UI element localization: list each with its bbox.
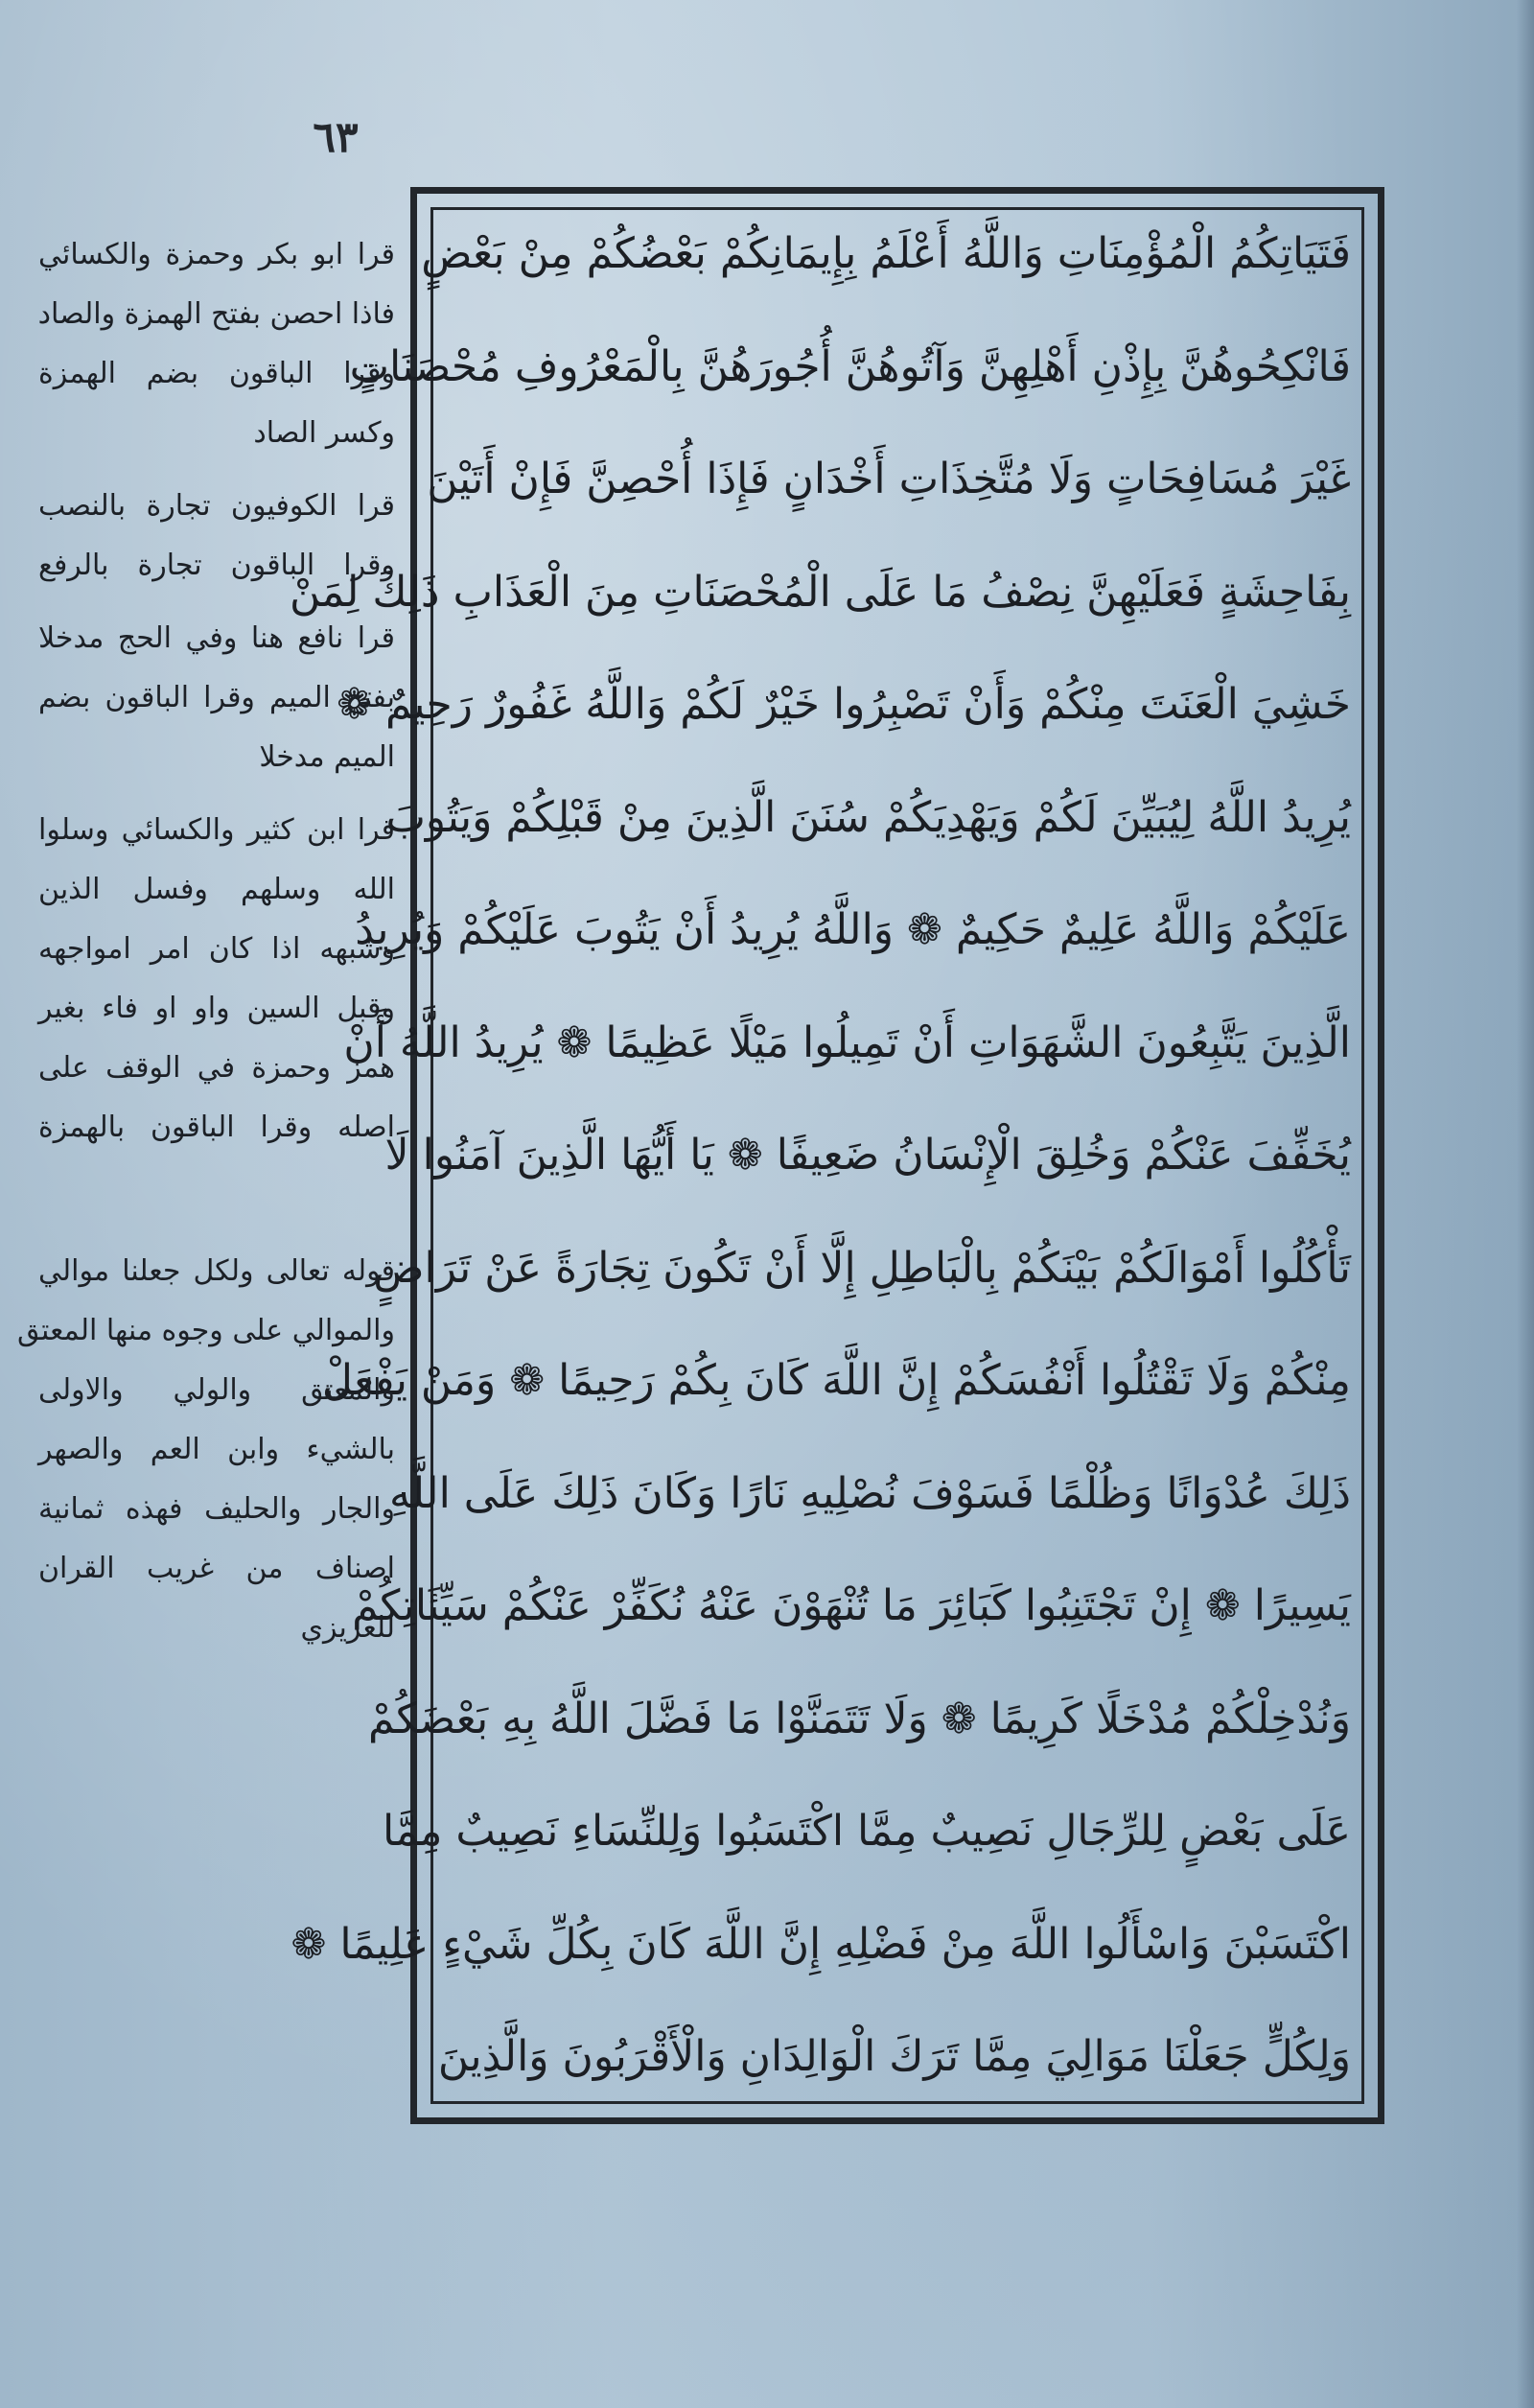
- text-line: عَلَيْكُمْ وَاللَّهُ عَلِيمٌ حَكِيمٌ ❁ وَاللَّهُ يُرِيدُ أَنْ يَتُوبَ عَلَيْكُمْ وَيُرِيدُ: [355, 905, 1351, 954]
- page-edge-shadow: [1517, 0, 1534, 2408]
- margin-note-line: فاذا احصن بفتح الهمزة والصاد: [37, 297, 395, 331]
- margin-note-line: وقبل السين واو او فاء بغير: [38, 992, 395, 1025]
- margin-note-line: بالشيء وابن العم والصهر: [38, 1433, 395, 1466]
- margin-commentary: [17, 225, 395, 1672]
- margin-note: [38, 477, 395, 596]
- text-line: فَانْكِحُوهُنَّ بِإِذْنِ أَهْلِهِنَّ وَآتُوهُنَّ أُجُورَهُنَّ بِالْمَعْرُوفِ مُحْصَنَاتٍ: [349, 341, 1351, 391]
- margin-note-line: والجار والحليف فهذه ثمانية: [38, 1492, 395, 1526]
- margin-note: [38, 609, 395, 787]
- text-line: الَّذِينَ يَتَّبِعُونَ الشَّهَوَاتِ أَنْ تَمِيلُوا مَيْلًا عَظِيمًا ❁ يُرِيدُ اللَّهُ أَنْ: [343, 1017, 1351, 1067]
- text-line: ذَلِكَ عُدْوَانًا وَظُلْمًا فَسَوْفَ نُصْلِيهِ نَارًا وَكَانَ ذَلِكَ عَلَى اللَّهِ: [389, 1468, 1351, 1518]
- margin-note-line: قرا نافع هنا وفي الحج مدخلا: [38, 621, 395, 655]
- margin-note-line: اصناف من غريب القران: [38, 1552, 395, 1585]
- margin-note-line: وكسر الصاد: [253, 416, 395, 450]
- margin-note-line: قرا ابو بكر وحمزة والكسائي: [38, 238, 395, 271]
- margin-note-line: الميم مدخلا: [259, 740, 395, 774]
- margin-note: [38, 225, 395, 463]
- text-line: غَيْرَ مُسَافِحَاتٍ وَلَا مُتَّخِذَاتِ أَخْدَانٍ فَإِذَا أُحْصِنَّ فَإِنْ أَتَيْنَ: [427, 455, 1351, 503]
- margin-note-line: والموالي على وجوه منها المعتق: [17, 1314, 395, 1347]
- margin-note-line: وقرا الباقون بضم الهمزة: [38, 357, 395, 390]
- text-line: فَتَيَاتِكُمُ الْمُؤْمِنَاتِ وَاللَّهُ أَعْلَمُ بِإِيمَانِكُمْ بَعْضُكُمْ مِنْ بَعْضٍ: [421, 229, 1351, 278]
- text-line: تَأْكُلُوا أَمْوَالَكُمْ بَيْنَكُمْ بِالْبَاطِلِ إِلَّا أَنْ تَكُونَ تِجَارَةً عَنْ تَرَاضٍ: [373, 1243, 1351, 1293]
- text-line: وَلِكُلٍّ جَعَلْنَا مَوَالِيَ مِمَّا تَرَكَ الْوَالِدَانِ وَالْأَقْرَبُونَ وَالَّذِينَ: [437, 2032, 1351, 2081]
- margin-note-line: والمعتق والولي والاولى: [38, 1373, 395, 1407]
- margin-note-line: اصله وقرا الباقون بالهمزة: [38, 1110, 395, 1144]
- margin-note-line: بفتح الميم وقرا الباقون بضم: [38, 681, 395, 714]
- text-line: يَسِيرًا ❁ إِنْ تَجْتَنِبُوا كَبَائِرَ مَا تُنْهَوْنَ عَنْهُ نُكَفِّرْ عَنْكُمْ سَيِّئَاتِكُمْ: [352, 1581, 1351, 1630]
- text-line: وَنُدْخِلْكُمْ مُدْخَلًا كَرِيمًا ❁ وَلَا تَتَمَنَّوْا مَا فَضَّلَ اللَّهُ بِهِ بَعْضَكُمْ: [368, 1694, 1351, 1743]
- margin-note-line: وقرا الباقون تجارة بالرفع: [38, 549, 395, 582]
- text-line: عَلَى بَعْضٍ لِلرِّجَالِ نَصِيبٌ مِمَّا اكْتَسَبُوا وَلِلنِّسَاءِ نَصِيبٌ مِمَّا: [383, 1807, 1351, 1856]
- margin-note-line: وشبهه اذا كان امر امواجهه: [38, 932, 395, 966]
- text-line: يُرِيدُ اللَّهُ لِيُبَيِّنَ لَكُمْ وَيَهْدِيَكُمْ سُنَنَ الَّذِينَ مِنْ قَبْلِكُمْ وَيَتُوبَ: [385, 792, 1351, 842]
- text-line: بِفَاحِشَةٍ فَعَلَيْهِنَّ نِصْفُ مَا عَلَى الْمُحْصَنَاتِ مِنَ الْعَذَابِ ذَلِكَ لِمَنْ: [290, 567, 1351, 617]
- text-line: يُخَفِّفَ عَنْكُمْ وَخُلِقَ الْإِنْسَانُ ضَعِيفًا ❁ يَا أَيُّهَا الَّذِينَ آمَنُوا لَا: [384, 1131, 1351, 1180]
- page-number: ٦٣: [313, 113, 359, 162]
- margin-note-line: الله وسلهم وفسل الذين: [38, 873, 395, 906]
- margin-note: [17, 1242, 395, 1658]
- text-line: مِنْكُمْ وَلَا تَقْتُلُوا أَنْفُسَكُمْ إِنَّ اللَّهَ كَانَ بِكُمْ رَحِيمًا ❁ وَمَنْ يَفْعَلْ: [321, 1356, 1351, 1405]
- margin-note-line: قوله تعالى ولكل جعلنا موالي: [38, 1254, 395, 1288]
- margin-note: [38, 801, 395, 1157]
- text-line: اكْتَسَبْنَ وَاسْأَلُوا اللَّهَ مِنْ فَضْلِهِ إِنَّ اللَّهَ كَانَ بِكُلِّ شَيْءٍ عَلِيمًا ❁: [291, 1919, 1351, 1969]
- margin-note-line: قرا الكوفيون تجارة بالنصب: [38, 489, 395, 523]
- text-line: خَشِيَ الْعَنَتَ مِنْكُمْ وَأَنْ تَصْبِرُوا خَيْرٌ لَكُمْ وَاللَّهُ غَفُورٌ رَحِيمٌ ❁: [337, 680, 1351, 729]
- margin-note-line: للعزيزي: [300, 1611, 395, 1645]
- margin-note-line: همز وحمزة في الوقف على: [38, 1051, 395, 1085]
- margin-note-line: قرا ابن كثير والكسائي وسلوا: [38, 813, 395, 847]
